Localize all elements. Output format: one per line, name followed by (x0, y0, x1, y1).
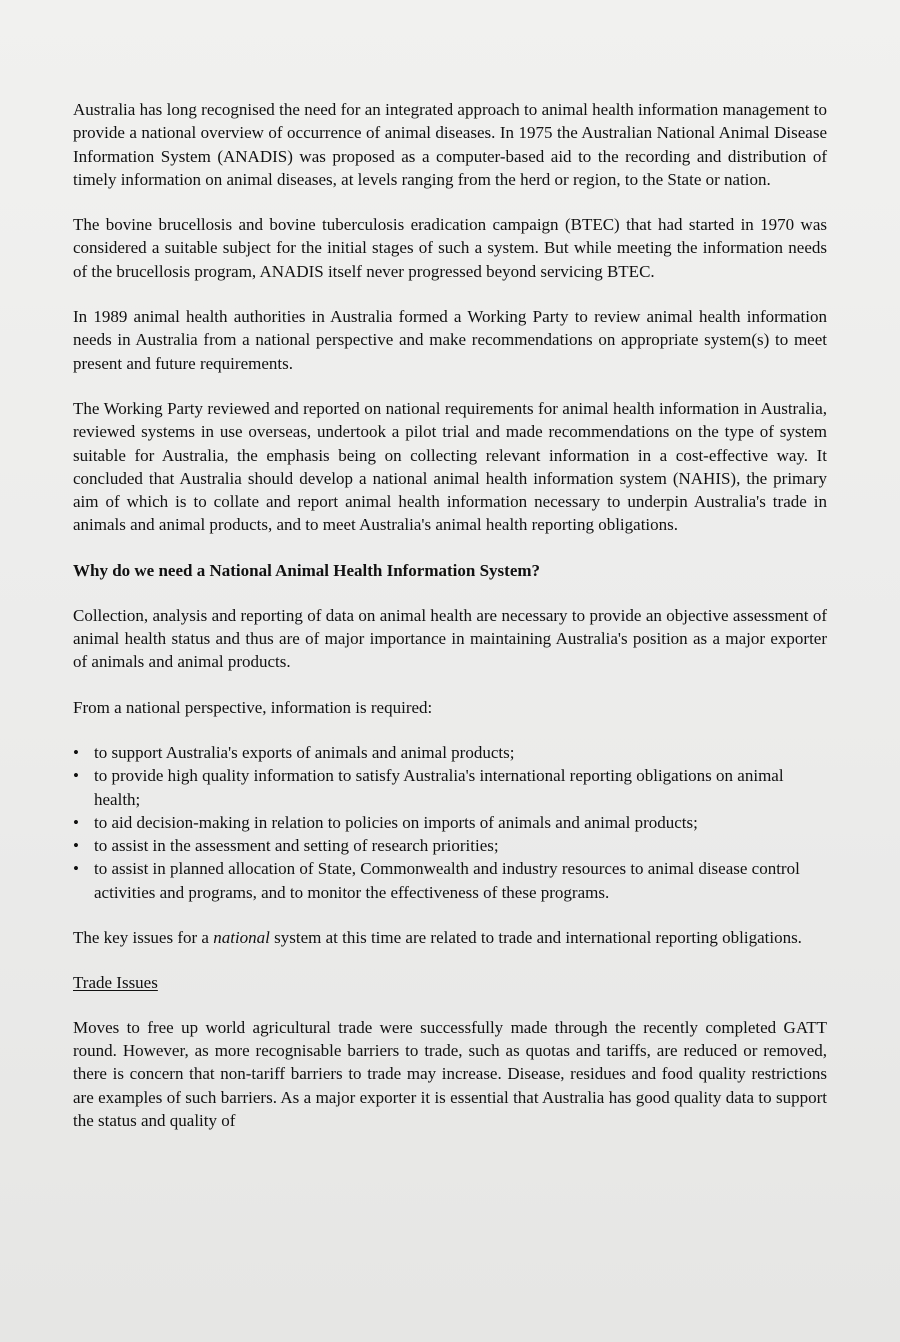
list-item (73, 857, 827, 904)
list-item-text: to assist in planned allocation of State, Commonwealth and industry resources to animal disease control activities and programs, and to monitor the effectiveness of these programs. (94, 859, 800, 902)
bullet-icon: • (73, 836, 79, 856)
heading-why-nahis: Why do we need a National Animal Health Information System? (73, 560, 541, 580)
list-item-text: to provide high quality information to satisfy Australia's international reporting obligations on animal health; (94, 766, 784, 809)
paragraph-anadis-history: Australia has long recognised the need for an integrated approach to animal health information management to provide a national overview of occurrence of animal diseases. In 1975 the Australian National Animal Disease Information System (ANADIS) was proposed as a computer-based aid to the recording and distribution of timely information on animal diseases, at levels ranging from the herd or region, to the State or nation. (73, 100, 827, 189)
key-issues-text-start: The key issues for a (73, 928, 214, 948)
key-issues-emphasis: national (213, 928, 270, 948)
bullet-icon: • (73, 766, 79, 786)
document-body (73, 98, 827, 1132)
paragraph-working-party-formed: In 1989 animal health authorities in Australia formed a Working Party to review animal health information needs in Australia from a national perspective and make recommendations on appropriate system(s) to meet present and future requirements. (73, 307, 827, 373)
list-item (73, 811, 827, 834)
paragraph-btec: The bovine brucellosis and bovine tuberculosis eradication campaign (BTEC) that had started in 1970 was considered a suitable subject for the initial stages of such a system. But while meeting the information needs of the brucellosis program, ANADIS itself never progressed beyond servicing BTEC. (73, 215, 827, 281)
key-issues-text-end: system at this time are related to trade and international reporting obligations. (269, 928, 802, 948)
bullet-icon: • (73, 742, 79, 762)
list-item-text: to aid decision-making in relation to policies on imports of animals and animal products; (94, 812, 698, 832)
list-item (73, 834, 827, 857)
paragraph-national-perspective: From a national perspective, information is required: (73, 697, 433, 717)
paragraph-trade-gatt: Moves to free up world agricultural trade were successfully made through the recently completed GATT round. However, as more recognisable barriers to trade, such as quotas and tariffs, are reduced or removed, there is concern that non-tariff barriers to trade may increase. Disease, residues and food quality restrictions are examples of such barriers. As a major exporter it is essential that Australia has good quality data to support the status and quality of (73, 1017, 827, 1130)
list-item (73, 741, 827, 764)
list-item-text: to assist in the assessment and setting of research priorities; (94, 836, 499, 856)
heading-trade-issues: Trade Issues (73, 973, 158, 993)
list-item-text: to support Australia's exports of animals and animal products; (94, 742, 515, 762)
bullet-icon: • (73, 859, 79, 879)
paragraph-working-party-report: The Working Party reviewed and reported on national requirements for animal health information in Australia, reviewed systems in use overseas, undertook a pilot trial and made recommendations on the type of system suitable for Australia, the emphasis being on collecting relevant information in a cost-effective way. It concluded that Australia should develop a national animal health information system (NAHIS), the primary aim of which is to collate and report animal health information necessary to underpin Australia's trade in animals and animal products, and to meet Australia's animal health reporting obligations. (73, 398, 827, 535)
paragraph-why-collection: Collection, analysis and reporting of data on animal health are necessary to provide an objective assessment of animal health status and thus are of major importance in maintaining Australia's position as a major exporter of animals and animal products. (73, 605, 827, 672)
requirements-list (73, 741, 827, 904)
bullet-icon: • (73, 812, 79, 832)
paragraph-key-issues (73, 926, 827, 949)
list-item (73, 764, 827, 811)
